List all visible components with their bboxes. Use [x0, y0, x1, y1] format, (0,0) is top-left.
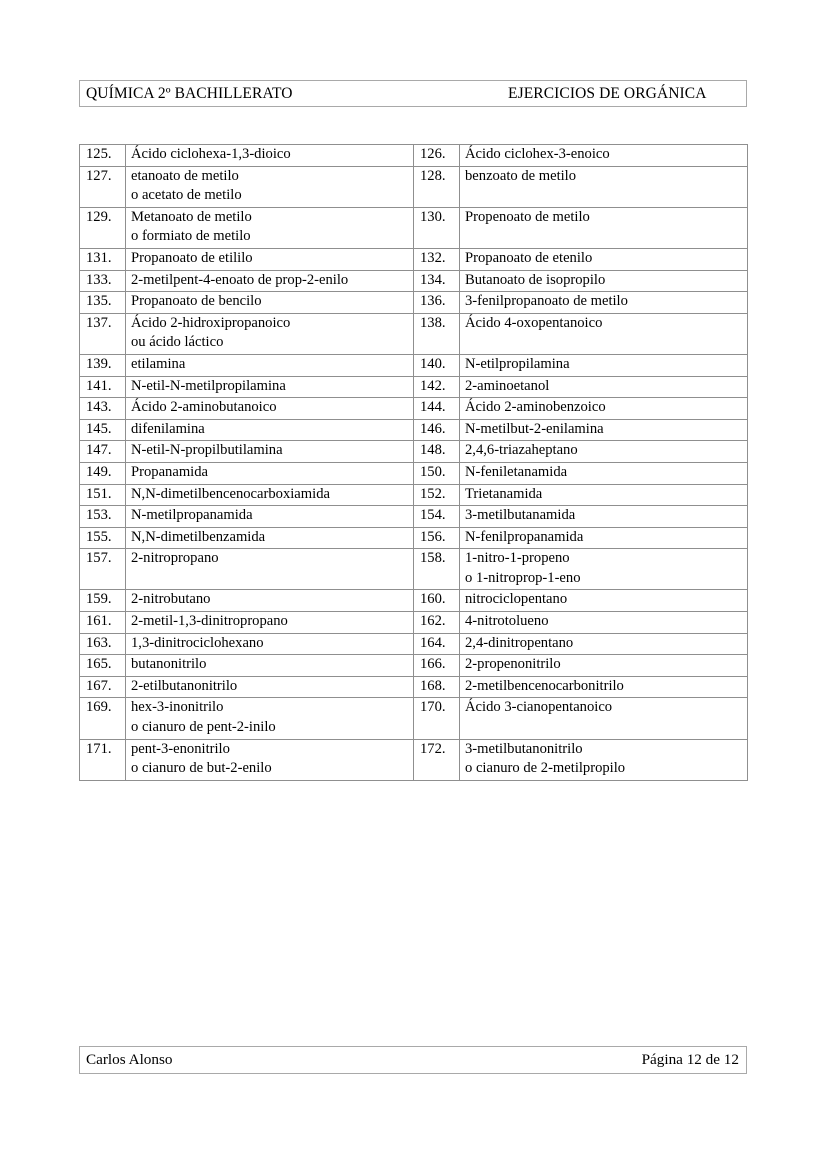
table-row — [80, 590, 748, 612]
exercise-name-left: 2-metilpent-4-enoato de prop-2-enilo — [126, 270, 414, 292]
exercise-name-right-alternate: o cianuro de 2-metilpropilo — [465, 760, 626, 777]
table-row — [80, 248, 748, 270]
table-row — [80, 292, 748, 314]
exercise-number-right: 152. — [414, 484, 460, 506]
exercise-number-left: 135. — [80, 292, 126, 314]
exercise-number-right: 144. — [414, 398, 460, 420]
exercise-number-left: 167. — [80, 676, 126, 698]
exercise-name-left-alternate: o cianuro de but-2-enilo — [131, 760, 272, 777]
exercise-name-right: 3-fenilpropanoato de metilo — [460, 292, 748, 314]
exercise-number-left: 151. — [80, 484, 126, 506]
exercise-number-left: 133. — [80, 270, 126, 292]
exercise-name-right — [460, 549, 748, 590]
exercise-name-right: 2-aminoetanol — [460, 376, 748, 398]
exercise-number-left: 157. — [80, 549, 126, 590]
exercise-number-left: 139. — [80, 354, 126, 376]
exercise-name-left: Ácido ciclohexa-1,3-dioico — [126, 145, 414, 167]
exercise-name-left: 2-metil-1,3-dinitropropano — [126, 612, 414, 634]
exercise-number-left: 149. — [80, 462, 126, 484]
exercise-number-left: 155. — [80, 527, 126, 549]
exercise-name-left-alternate: o formiato de metilo — [131, 228, 251, 245]
exercise-number-left: 143. — [80, 398, 126, 420]
exercise-name-left: etilamina — [126, 354, 414, 376]
table-row — [80, 145, 748, 167]
exercise-name-left — [126, 166, 414, 207]
exercise-number-left: 165. — [80, 655, 126, 677]
exercise-name-left: N,N-dimetilbenzamida — [126, 527, 414, 549]
exercise-number-right: 170. — [414, 698, 460, 739]
exercise-number-right: 172. — [414, 739, 460, 780]
exercise-number-left: 169. — [80, 698, 126, 739]
table-row — [80, 612, 748, 634]
exercise-name-left-primary: pent-3-enonitrilo — [131, 740, 230, 757]
exercise-name-left: 2-etilbutanonitrilo — [126, 676, 414, 698]
exercise-name-right: Ácido 4-oxopentanoico — [460, 313, 748, 354]
exercise-name-right-primary: 1-nitro-1-propeno — [465, 550, 570, 567]
table-row — [80, 698, 748, 739]
exercise-name-right: N-metilbut-2-enilamina — [460, 419, 748, 441]
exercise-number-left: 125. — [80, 145, 126, 167]
exercise-name-right: 2-propenonitrilo — [460, 655, 748, 677]
exercise-name-left: Propanamida — [126, 462, 414, 484]
exercise-number-left: 141. — [80, 376, 126, 398]
exercise-name-right: Ácido 2-aminobenzoico — [460, 398, 748, 420]
header-subject-title: QUÍMICA 2º BACHILLERATO — [86, 84, 293, 102]
exercise-name-left: Ácido 2-aminobutanoico — [126, 398, 414, 420]
exercise-name-left: 2-nitropropano — [126, 549, 414, 590]
exercise-name-left: butanonitrilo — [126, 655, 414, 677]
exercise-number-right: 164. — [414, 633, 460, 655]
table-row — [80, 676, 748, 698]
exercise-number-left: 171. — [80, 739, 126, 780]
exercise-number-right: 140. — [414, 354, 460, 376]
exercise-number-right: 158. — [414, 549, 460, 590]
exercise-name-right: Ácido 3-cianopentanoico — [460, 698, 748, 739]
exercise-number-right: 148. — [414, 441, 460, 463]
exercise-name-right: N-etilpropilamina — [460, 354, 748, 376]
table-row — [80, 633, 748, 655]
page-header — [79, 80, 747, 107]
exercise-name-right: N-fenilpropanamida — [460, 527, 748, 549]
exercise-name-left-primary: etanoato de metilo — [131, 167, 239, 184]
exercise-name-right: nitrociclopentano — [460, 590, 748, 612]
exercise-name-left: Propanoato de etililo — [126, 248, 414, 270]
exercises-table — [79, 144, 748, 781]
footer-page-number: Página 12 de 12 — [641, 1051, 739, 1068]
page-footer — [79, 1046, 747, 1074]
exercise-name-left-primary: Ácido 2-hidroxipropanoico — [131, 314, 291, 331]
exercise-number-right: 142. — [414, 376, 460, 398]
exercise-number-right: 146. — [414, 419, 460, 441]
footer-author: Carlos Alonso — [86, 1051, 173, 1068]
table-row — [80, 270, 748, 292]
exercise-number-right: 168. — [414, 676, 460, 698]
exercise-name-left — [126, 313, 414, 354]
exercises-table-body — [80, 145, 748, 781]
exercise-name-left-alternate: o cianuro de pent-2-inilo — [131, 719, 276, 736]
exercise-name-right: 3-metilbutanamida — [460, 506, 748, 528]
table-row — [80, 655, 748, 677]
exercise-name-left-primary: hex-3-inonitrilo — [131, 699, 224, 716]
exercise-number-right: 134. — [414, 270, 460, 292]
table-row — [80, 527, 748, 549]
table-row — [80, 441, 748, 463]
table-row — [80, 166, 748, 207]
exercise-name-left-alternate: ou ácido láctico — [131, 334, 224, 351]
exercise-name-right: Ácido ciclohex-3-enoico — [460, 145, 748, 167]
exercise-number-right: 156. — [414, 527, 460, 549]
exercise-number-right: 136. — [414, 292, 460, 314]
exercise-name-left: 2-nitrobutano — [126, 590, 414, 612]
exercise-number-right: 162. — [414, 612, 460, 634]
exercise-name-right: Trietanamida — [460, 484, 748, 506]
exercise-number-right: 154. — [414, 506, 460, 528]
exercise-name-left — [126, 698, 414, 739]
exercise-name-right: benzoato de metilo — [460, 166, 748, 207]
exercise-name-left: Propanoato de bencilo — [126, 292, 414, 314]
table-row — [80, 739, 748, 780]
exercise-name-right: N-feniletanamida — [460, 462, 748, 484]
table-row — [80, 207, 748, 248]
exercise-number-right: 150. — [414, 462, 460, 484]
exercise-name-left — [126, 739, 414, 780]
exercise-name-left: N-etil-N-metilpropilamina — [126, 376, 414, 398]
exercise-name-right: 4-nitrotolueno — [460, 612, 748, 634]
exercise-name-right-primary: 3-metilbutanonitrilo — [465, 740, 583, 757]
exercise-number-right: 160. — [414, 590, 460, 612]
exercise-name-right — [460, 739, 748, 780]
exercise-number-right: 130. — [414, 207, 460, 248]
exercise-name-left: N-metilpropanamida — [126, 506, 414, 528]
exercise-name-left-alternate: o acetato de metilo — [131, 187, 242, 204]
header-document-title: EJERCICIOS DE ORGÁNICA — [508, 84, 707, 102]
exercise-number-right: 166. — [414, 655, 460, 677]
exercise-name-right: 2-metilbencenocarbonitrilo — [460, 676, 748, 698]
exercise-name-left — [126, 207, 414, 248]
exercise-number-left: 127. — [80, 166, 126, 207]
table-row — [80, 313, 748, 354]
exercise-name-left-primary: Metanoato de metilo — [131, 208, 252, 225]
exercise-number-right: 132. — [414, 248, 460, 270]
exercise-name-right: Propenoato de metilo — [460, 207, 748, 248]
exercise-name-left: difenilamina — [126, 419, 414, 441]
table-row — [80, 419, 748, 441]
exercise-number-left: 147. — [80, 441, 126, 463]
exercise-name-right: 2,4,6-triazaheptano — [460, 441, 748, 463]
exercise-number-right: 126. — [414, 145, 460, 167]
exercise-name-left: 1,3-dinitrociclohexano — [126, 633, 414, 655]
exercise-number-left: 129. — [80, 207, 126, 248]
exercise-number-left: 163. — [80, 633, 126, 655]
table-row — [80, 354, 748, 376]
exercise-number-left: 137. — [80, 313, 126, 354]
exercise-name-right: Butanoato de isopropilo — [460, 270, 748, 292]
exercise-number-left: 145. — [80, 419, 126, 441]
exercise-number-left: 161. — [80, 612, 126, 634]
exercise-number-left: 131. — [80, 248, 126, 270]
table-row — [80, 462, 748, 484]
exercise-number-left: 159. — [80, 590, 126, 612]
exercise-name-left: N-etil-N-propilbutilamina — [126, 441, 414, 463]
table-row — [80, 376, 748, 398]
exercise-number-right: 128. — [414, 166, 460, 207]
exercise-number-right: 138. — [414, 313, 460, 354]
table-row — [80, 506, 748, 528]
table-row — [80, 549, 748, 590]
exercise-name-right: Propanoato de etenilo — [460, 248, 748, 270]
exercise-name-right-alternate: o 1-nitroprop-1-eno — [465, 569, 581, 586]
exercise-name-left: N,N-dimetilbencenocarboxiamida — [126, 484, 414, 506]
table-row — [80, 398, 748, 420]
exercise-name-right: 2,4-dinitropentano — [460, 633, 748, 655]
exercise-number-left: 153. — [80, 506, 126, 528]
table-row — [80, 484, 748, 506]
